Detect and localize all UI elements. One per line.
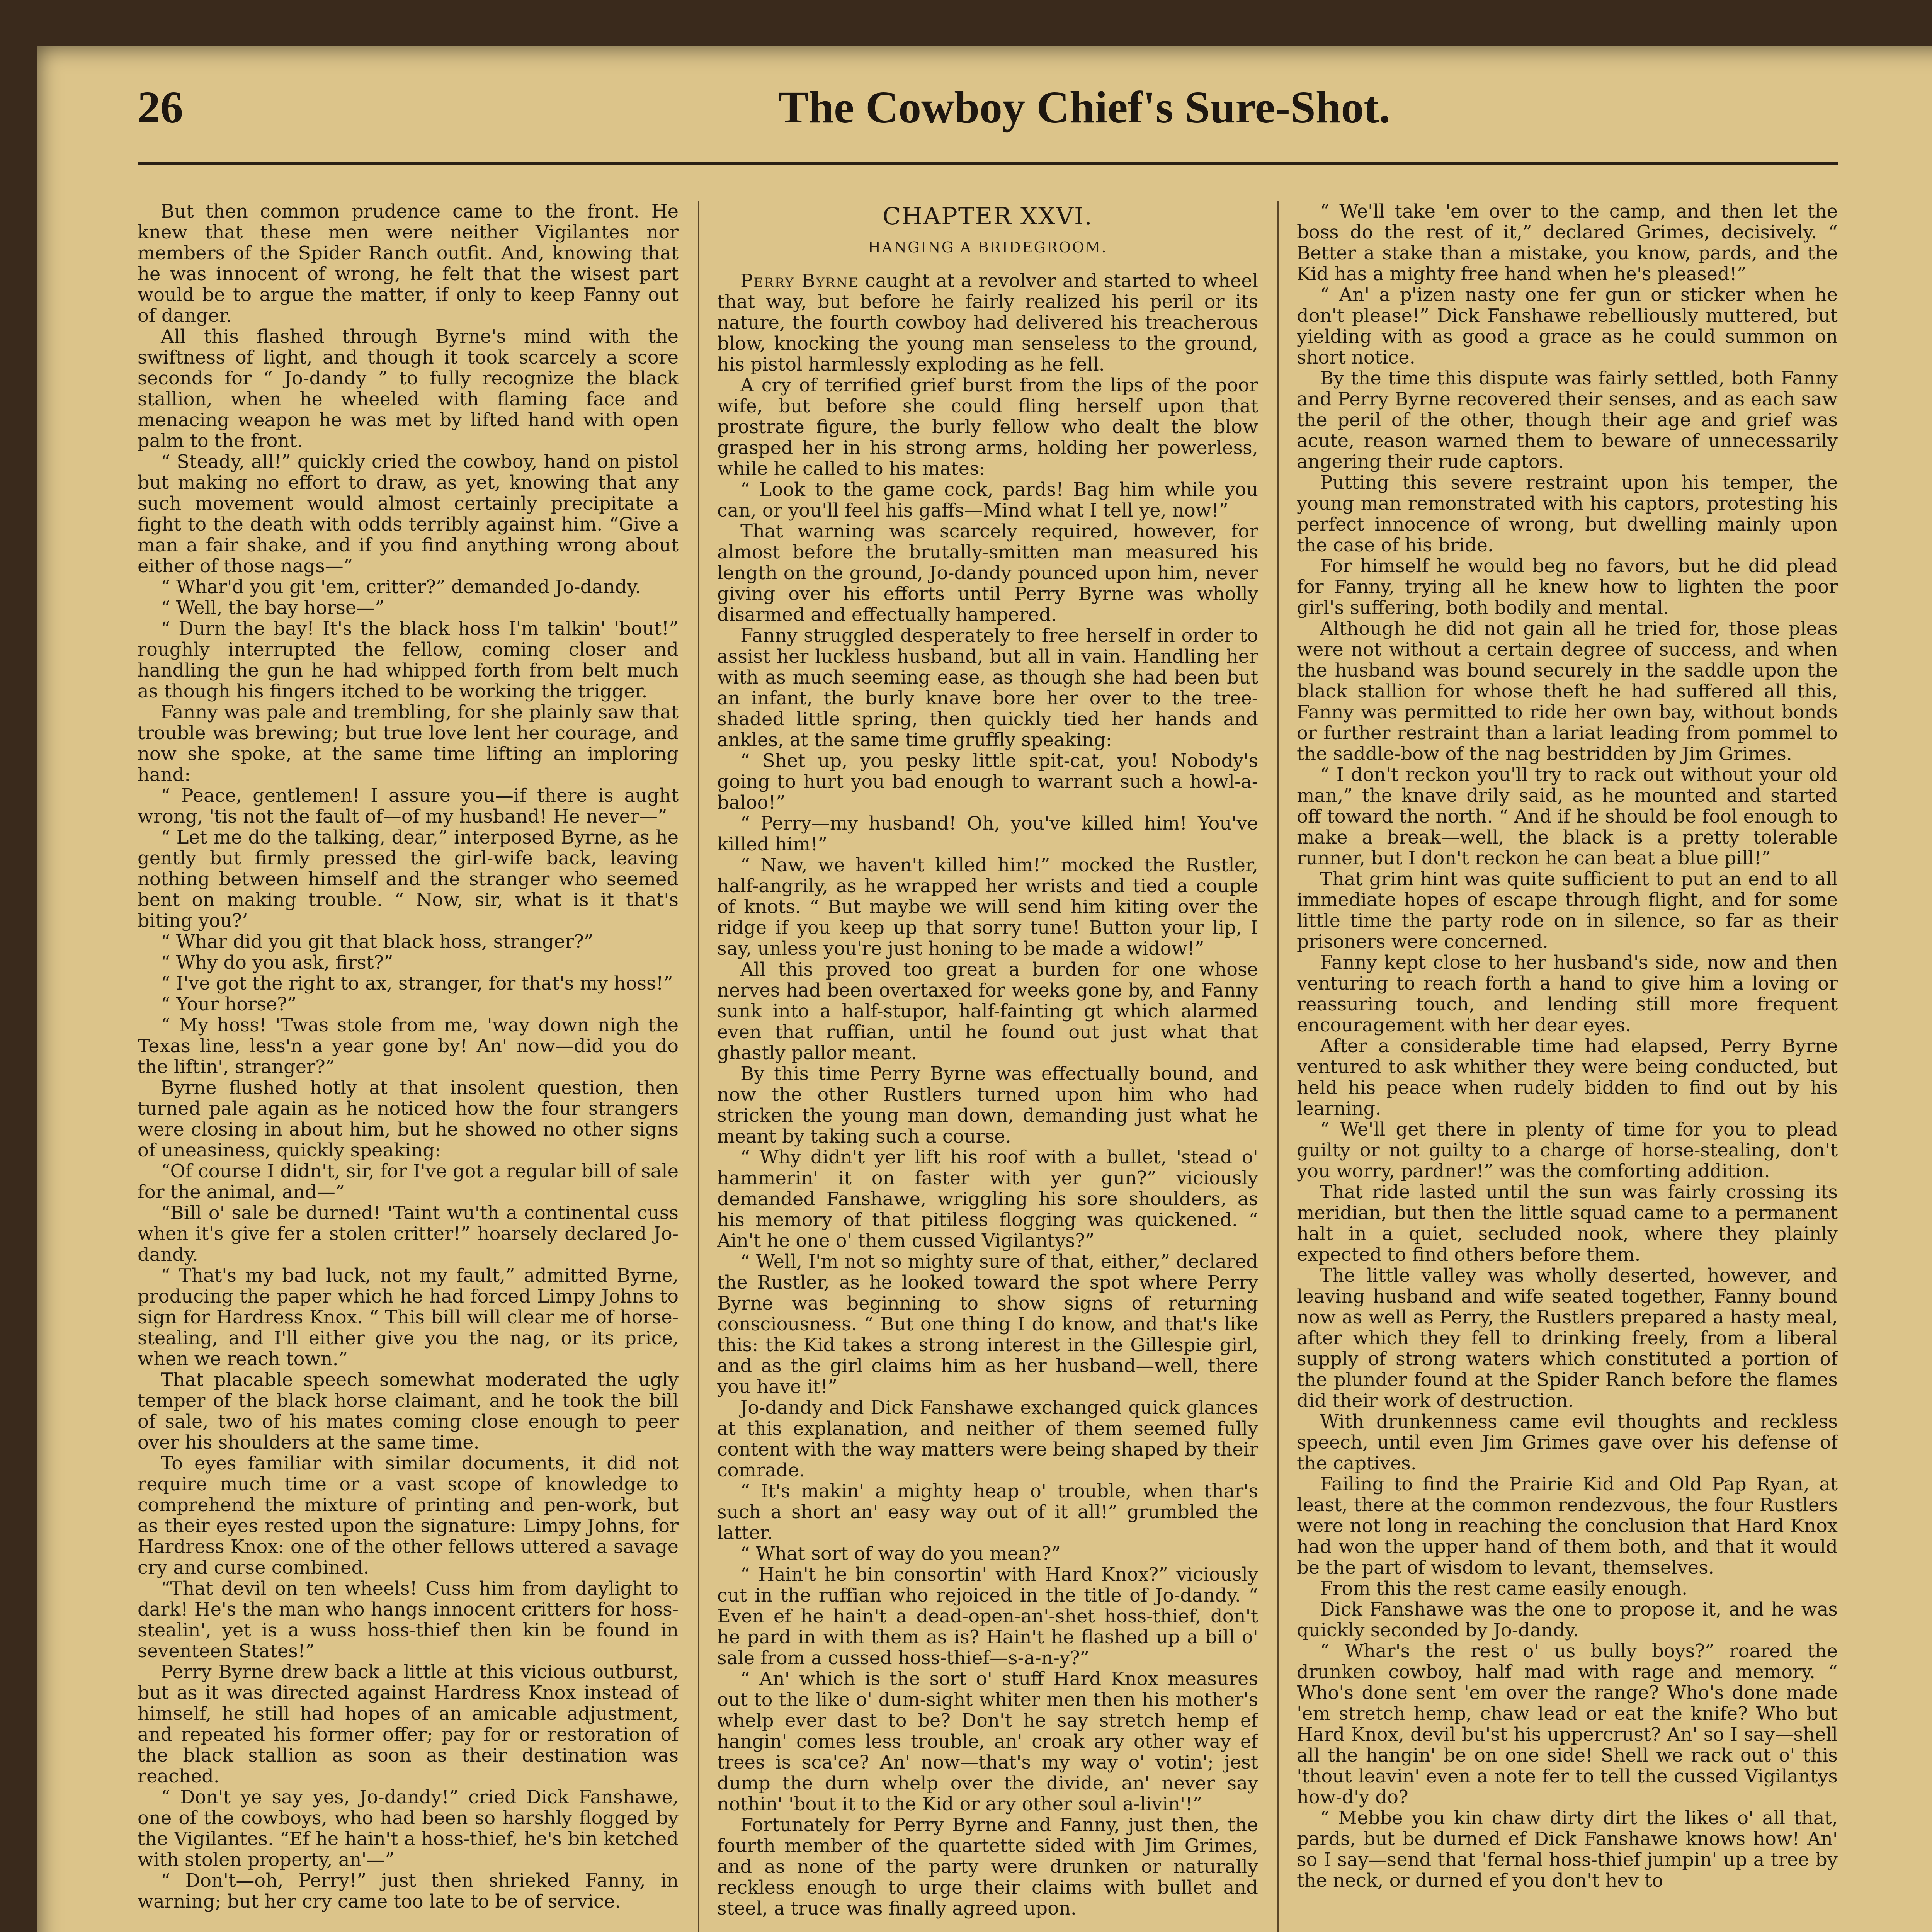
paragraph: With drunkenness came evil thoughts and reckless speech, until even Jim Grimes gave over his defense of the captives.	[1297, 1411, 1838, 1474]
paragraph: From this the rest came easily enough.	[1320, 1578, 1688, 1599]
paragraph: The little valley was wholly deserted, however, and leaving husband and wife seated together, Fanny bound now as well as Perry, the Rustlers prepared a hasty meal, after which they fell to drinking freely, from a liberal supply of strong waters which constituted a portion of the plunder found at the Spider Ranch before the flames did their work of destruction.	[1297, 1265, 1838, 1412]
column-rule	[1277, 201, 1279, 1932]
paragraph: “ An' a p'izen nasty one fer gun or sticker when he don't please!” Dick Fanshawe rebelliously muttered, but yielding with as good a grace as he could summon on short notice.	[1297, 284, 1838, 368]
paragraph: “ My hoss! 'Twas stole from me, 'way down nigh the Texas line, less'n a year gone by! An' now—did you do the liftin', stranger?”	[138, 1014, 679, 1078]
paragraph: Fanny kept close to her husband's side, now and then venturing to reach forth a hand to give him a loving or reassuring touch, and lending still more frequent encouragement with her dear eyes.	[1297, 952, 1838, 1036]
paragraph: That warning was scarcely required, however, for almost before the brutally-smitten man measured his length on the ground, Jo-dandy pounced upon him, never giving over his efforts until Perry Byrne was wholly disarmed and effectually hampered.	[717, 520, 1258, 626]
paragraph: “ Naw, we haven't killed him!” mocked the Rustler, half-angrily, as he wrapped her wrists and tied a couple of knots. “ But maybe we will send him kiting over the ridge if you keep up that sorry tune! Button your lip, I say, unless you're just honing to be made a widow!”	[717, 854, 1258, 959]
paragraph: By this time Perry Byrne was effectually bound, and now the other Rustlers turned upon him who had stricken the young man down, demanding just what he meant by taking such a course.	[717, 1063, 1258, 1147]
paragraph: That placable speech somewhat moderated the ugly temper of the black horse claimant, and he took the bill of sale, two of his mates coming close enough to peer over his shoulders at the same time.	[138, 1369, 679, 1453]
paragraph: “ Well, I'm not so mighty sure of that, either,” declared the Rustler, as he looked toward the spot where Perry Byrne was beginning to show signs of returning consciousness. “ But one thing I do know, and that's like this: the Kid takes a strong interest in the Gillespie girl, and as the girl claims him as her husband—well, there you have it!”	[717, 1251, 1258, 1398]
paragraph: “Of course I didn't, sir, for I've got a regular bill of sale for the animal, and—”	[138, 1160, 679, 1203]
text-column-1	[138, 201, 679, 1932]
paragraph: Perry Byrne drew back a little at this vicious outburst, but as it was directed against Hardress Knox instead of himself, he still had hopes of an amicable adjustment, and repeated his former offer; pay for or restoration of the black stallion as soon as their destination was reached.	[138, 1661, 679, 1787]
opening-paragraph	[717, 270, 1258, 375]
paragraph: Putting this severe restraint upon his temper, the young man remonstrated with his captors, protesting his perfect innocence of wrong, but dwelling mainly upon the case of his bride.	[1297, 472, 1838, 556]
paragraph: “ Whar's the rest o' us bully boys?” roared the drunken cowboy, half mad with rage and memory. “ Who's done sent 'em over the range? Who's done made 'em stretch hemp, chaw lead or eat the knife? Who but Hard Knox, devil bu'st his uppercrust? An' so I say—shell all the hangin' be on one side! Shell we rack out o' this 'thout leavin' even a note fer to tell the cussed Vigilantys how-d'y do?	[1297, 1640, 1838, 1808]
paragraph: “Bill o' sale be durned! 'Taint wu'th a continental cuss when it's give fer a stolen critter!” hoarsely declared Jo-dandy.	[138, 1202, 679, 1265]
chapter-subtitle: HANGING A BRIDEGROOM.	[868, 239, 1107, 256]
text-column-3	[1297, 201, 1838, 1932]
paragraph: “ Whar did you git that black hoss, stranger?”	[161, 931, 594, 952]
page-header	[138, 62, 1838, 165]
paragraph: “ Why didn't yer lift his roof with a bullet, 'stead o' hammerin' it on faster with yer gun?” viciously demanded Fanshawe, wriggling his sore shoulders, as his memory of that pitiless flogging was quickened. “ Ain't he one o' them cussed Vigilantys?”	[717, 1146, 1258, 1252]
text-column-2	[717, 201, 1258, 1932]
page-number: 26	[138, 82, 183, 133]
paragraph: “ Look to the game cock, pards! Bag him while you can, or you'll feel his gaffs—Mind what I tell ye, now!”	[717, 479, 1258, 521]
paragraph: Failing to find the Prairie Kid and Old Pap Ryan, at least, there at the common rendezvous, the four Rustlers were not long in reaching the conclusion that Hard Knox had won the upper hand of them both, and that it would be the part of wisdom to levant, themselves.	[1297, 1473, 1838, 1578]
paragraph: Although he did not gain all he tried for, those pleas were not without a certain degree of success, and when the husband was bound securely in the saddle upon the black stallion for whose theft he had suffered all this, Fanny was permitted to ride her own bay, without bonds or further restraint than a lariat leading from pommel to the saddle-bow of the nag bestridden by Jim Grimes.	[1297, 618, 1838, 765]
paragraph: “ Perry—my husband! Oh, you've killed him! You've killed him!”	[717, 813, 1258, 855]
paragraph: “ What sort of way do you mean?”	[740, 1543, 1061, 1565]
paragraph: “ Your horse?”	[161, 993, 297, 1015]
column-rule	[698, 201, 699, 1932]
paragraph: A cry of terrified grief burst from the lips of the poor wife, but before she could fling herself upon that prostrate figure, the burly fellow who dealt the blow grasped her in his strong arms, holding her powerless, while he called to his mates:	[717, 374, 1258, 480]
running-title: The Cowboy Chief's Sure-Shot.	[778, 82, 1391, 133]
paragraph: Fanny struggled desperately to free herself in order to assist her luckless husband, but all in vain. Handling her with as much seeming ease, as though she had been but an infant, the burly knave bore her over to the tree-shaded little spring, then quickly tied her hands and ankles, at the same time gruffly speaking:	[717, 625, 1258, 751]
paragraph: Fanny was pale and trembling, for she plainly saw that trouble was brewing; but true love lent her courage, and now she spoke, at the same time lifting an imploring hand:	[138, 701, 679, 786]
paragraph: That grim hint was quite sufficient to put an end to all immediate hopes of escape through flight, and for some little time the party rode on in silence, so far as their prisoners were concerned.	[1297, 868, 1838, 952]
paragraph: That ride lasted until the sun was fairly crossing its meridian, but then the little squad came to a permanent halt in a quiet, secluded nook, where they plainly expected to find others before them.	[1297, 1181, 1838, 1265]
paragraph: By the time this dispute was fairly settled, both Fanny and Perry Byrne recovered their senses, and as each saw the peril of the other, though their age and grief was acute, reason warned them to beware of unnecessarily angering their rude captors.	[1297, 367, 1838, 473]
paragraph: “ Durn the bay! It's the black hoss I'm talkin' 'bout!” roughly interrupted the fellow, coming closer and handling the gun he had whipped forth from belt much as though his fingers itched to be working the trigger.	[138, 618, 679, 702]
paragraph: Dick Fanshawe was the one to propose it, and he was quickly seconded by Jo-dandy.	[1297, 1599, 1838, 1641]
paragraph: Fortunately for Perry Byrne and Fanny, just then, the fourth member of the quartette sided with Jim Grimes, and as none of the party were drunken or naturally reckless enough to urge their claims with bullet and steel, a truce was finally agreed upon.	[717, 1814, 1258, 1919]
newspaper-page	[37, 46, 1932, 1932]
paragraph: “ We'll get there in plenty of time for you to plead guilty or not guilty to a charge of horse-stealing, don't you worry, pardner!” was the comforting addition.	[1297, 1119, 1838, 1182]
paragraph: But then common prudence came to the front. He knew that these men were neither Vigilantes nor members of the Spider Ranch outfit. And, knowing that he was innocent of wrong, he felt that the wisest part would be to argue the matter, if only to keep Fanny out of danger.	[138, 201, 679, 327]
lead-word: Perry Byrne	[740, 270, 859, 292]
paragraph: “That devil on ten wheels! Cuss him from daylight to dark! He's the man who hangs innocent critters for hoss-stealin', yet is a wuss hoss-thief then kin be found in seventeen States!”	[138, 1578, 679, 1662]
paragraph: “ It's makin' a mighty heap o' trouble, when thar's such a short an' easy way out of it all!” grumbled the latter.	[717, 1480, 1258, 1544]
paragraph: For himself he would beg no favors, but he did plead for Fanny, trying all he knew how to lighten the poor girl's suffering, both bodily and mental.	[1297, 555, 1838, 619]
paragraph: “ Shet up, you pesky little spit-cat, you! Nobody's going to hurt you bad enough to warrant such a howl-a-baloo!”	[717, 750, 1258, 813]
paragraph: “ Whar'd you git 'em, critter?” demanded Jo-dandy.	[161, 576, 641, 598]
paragraph: “ We'll take 'em over to the camp, and then let the boss do the rest of it,” declared Grimes, decisively. “ Better a stake than a mistake, you know, pards, and the Kid has a mighty free hand when he's pleased!”	[1297, 201, 1838, 285]
paragraph: “ Let me do the talking, dear,” interposed Byrne, as he gently but firmly pressed the girl-wife back, leaving nothing between himself and the stranger who seemed bent on making trouble. “ Now, sir, what is it that's biting you?’	[138, 827, 679, 932]
paragraph: “ Don't—oh, Perry!” just then shrieked Fanny, in warning; but her cry came too late to be of service.	[138, 1870, 679, 1912]
paragraph: After a considerable time had elapsed, Perry Byrne ventured to ask whither they were being conducted, but held his peace when rudely bidden to find out by his learning.	[1297, 1035, 1838, 1119]
paragraph: “ I don't reckon you'll try to rack out without your old man,” the knave drily said, as he mounted and started off toward the north. “ And if he should be fool enough to make a break—well, the black is a pretty tolerable runner, but I don't reckon he can beat a blue pill!”	[1297, 764, 1838, 869]
paragraph: All this proved too great a burden for one whose nerves had been overtaxed for weeks gone by, and Fanny sunk into a half-stupor, half-fainting gt which alarmed even that ruffian, until he found out just what that ghastly pallor meant.	[717, 959, 1258, 1064]
chapter-heading: CHAPTER XXVI.	[882, 202, 1093, 230]
paragraph: “ Steady, all!” quickly cried the cowboy, hand on pistol but making no effort to draw, as yet, knowing that any such movement would almost certainly precipitate a fight to the death with odds terribly against him. “Give a man a fair shake, and if you find anything wrong about either of those nags—”	[138, 451, 679, 577]
paragraph: “ That's my bad luck, not my fault,” admitted Byrne, producing the paper which he had forced Limpy Johns to sign for Hardress Knox. “ This bill will clear me of horse-stealing, and I'll either give you the nag, or its price, when we reach town.”	[138, 1265, 679, 1370]
paragraph: “ An' which is the sort o' stuff Hard Knox measures out to the like o' dum-sight whiter men then his mother's whelp ever dast to be? Don't he say stretch hemp ef hangin' comes less trouble, an' croak ary other way ef trees is sca'ce? An' now—that's my way o' votin'; jest dump the durn whelp over the divide, an' never say nothin' 'bout it to the Kid or ary other soul a-livin'!”	[717, 1668, 1258, 1815]
paragraph: “ Peace, gentlemen! I assure you—if there is aught wrong, 'tis not the fault of—of my husband! He never—”	[138, 785, 679, 827]
paragraph: “ Don't ye say yes, Jo-dandy!” cried Dick Fanshawe, one of the cowboys, who had been so harshly flogged by the Vigilantes. “Ef he hain't a hoss-thief, he's bin ketched with stolen property, an'—”	[138, 1786, 679, 1871]
paragraph: “ Mebbe you kin chaw dirty dirt the likes o' all that, pards, but be durned ef Dick Fanshawe knows how! An' so I say—send that 'fernal hoss-thief jumpin' up a tree by the neck, or durned ef you don't hev to	[1297, 1807, 1838, 1891]
paragraph: “ Hain't he bin consortin' with Hard Knox?” viciously cut in the ruffian who rejoiced in the title of Jo-dandy. “ Even ef he hain't a dead-open-an'-shet hoss-thief, don't he pard in with them as is? Hain't he flashed up a bill o' sale from a cussed hoss-thief—s-a-n-y?”	[717, 1564, 1258, 1669]
opening-paragraph-text: caught at a revolver and started to wheel that way, but before he fairly realized his peril or its nature, the fourth cowboy had delivered his treacherous blow, knocking the young man senseless to the ground, his pistol harmlessly exploding as he fell.	[717, 270, 1258, 375]
paragraph: “ Why do you ask, first?”	[161, 952, 393, 973]
paragraph: To eyes familiar with similar documents, it did not require much time or a vast scope of knowledge to comprehend the mixture of printing and pen-work, but as their eyes rested upon the signature: Limpy Johns, for Hardress Knox: one of the other fellows uttered a savage cry and curse combined.	[138, 1452, 679, 1578]
paragraph: Jo-dandy and Dick Fanshawe exchanged quick glances at this explanation, and neither of them seemed fully content with the way matters were being shaped by their comrade.	[717, 1397, 1258, 1481]
paragraph: “ Well, the bay horse—”	[161, 597, 384, 619]
paragraph: “ I've got the right to ax, stranger, for that's my hoss!”	[161, 973, 673, 994]
paragraph: All this flashed through Byrne's mind with the swiftness of light, and though it took scarcely a score seconds for “ Jo-dandy ” to fully recognize the black stallion, when he wheeled with flaming face and menacing weapon he was met by lifted hand with open palm to the front.	[138, 326, 679, 452]
paragraph: Byrne flushed hotly at that insolent question, then turned pale again as he noticed how the four strangers were closing in about him, but he showed no other signs of uneasiness, quickly speaking:	[138, 1077, 679, 1161]
